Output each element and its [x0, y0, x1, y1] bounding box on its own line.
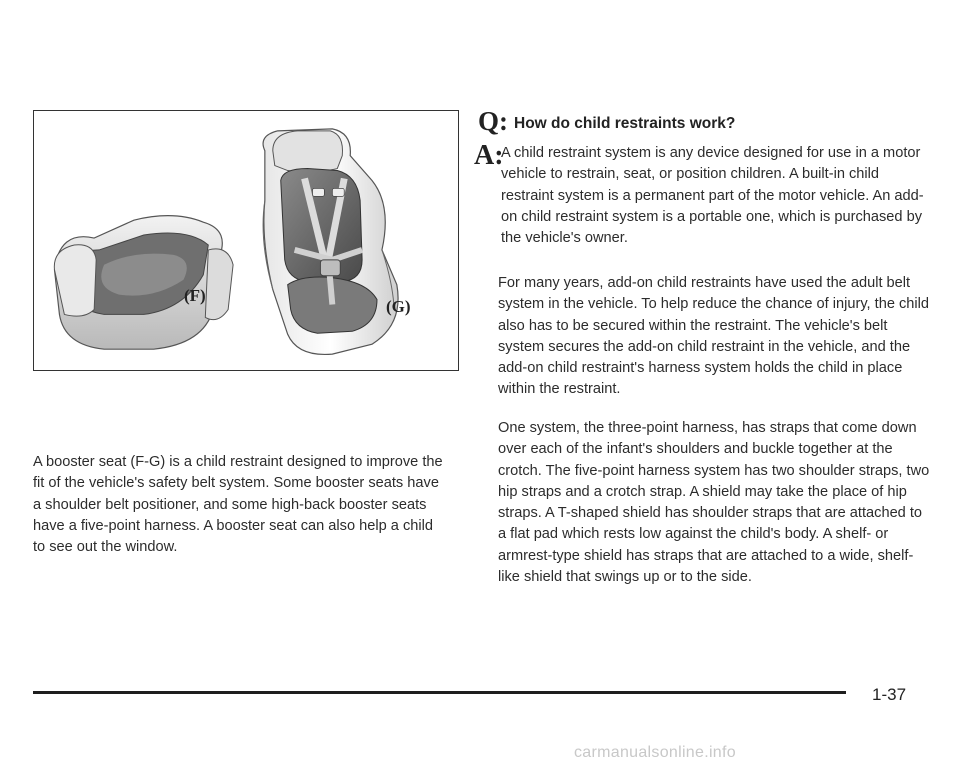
booster-seat-figure — [33, 110, 459, 371]
question-text: How do child restraints work? — [514, 115, 736, 132]
figure-caption: A booster seat (F-G) is a child restraint designed to improve the fit of the vehicle's safety belt system. Some booster seats have a shoulder belt positioner, and some high-back booster seats have a five-point harness. A booster seat can also help a child to see out the window. — [33, 454, 443, 556]
footer-rule — [33, 691, 846, 694]
booster-seat-f — [54, 216, 233, 350]
q-letter: Q: — [478, 106, 508, 136]
watermark: carmanualsonline.info — [574, 744, 736, 761]
a-letter: A: — [474, 140, 504, 171]
figure-label-f: (F) — [184, 286, 206, 305]
paragraph-harness-systems: One system, the three-point harness, has straps that come down over each of the infant's shoulders and buckle together at the crotch. The five-point harness system has two shoulder straps, two hip straps and a crotch strap. A shield may take the place of hip straps. A T-shaped shield has shoulder straps that are attached to a flat pad which rests low against the child's body. A shelf- or armrest-type shield has straps that are attached to a wide, shelf-like shield that swings up or to the side. — [498, 420, 930, 586]
booster-seat-illustration — [34, 111, 458, 370]
booster-seat-g — [263, 129, 398, 355]
page-number: 1-37 — [872, 685, 907, 704]
answer-text: A child restraint system is any device designed for use in a motor vehicle to restrain, seat, or position children. A built-in child restraint system is a permanent part of the motor vehicle. An add-on child restraint system is a portable one, which is purchased by the vehicle's owner. — [501, 145, 924, 247]
question-heading — [478, 106, 938, 137]
figure-label-g: (G) — [386, 297, 411, 316]
paragraph-adult-belt-system: For many years, add-on child restraints have used the adult belt system in the vehicle. To help reduce the chance of injury, the child also has to be secured within the restraint. The vehicle's belt system secures the add-on child restraint in the vehicle, and the add-on child restraint's harness system holds the child in place within the restraint. — [498, 275, 930, 398]
